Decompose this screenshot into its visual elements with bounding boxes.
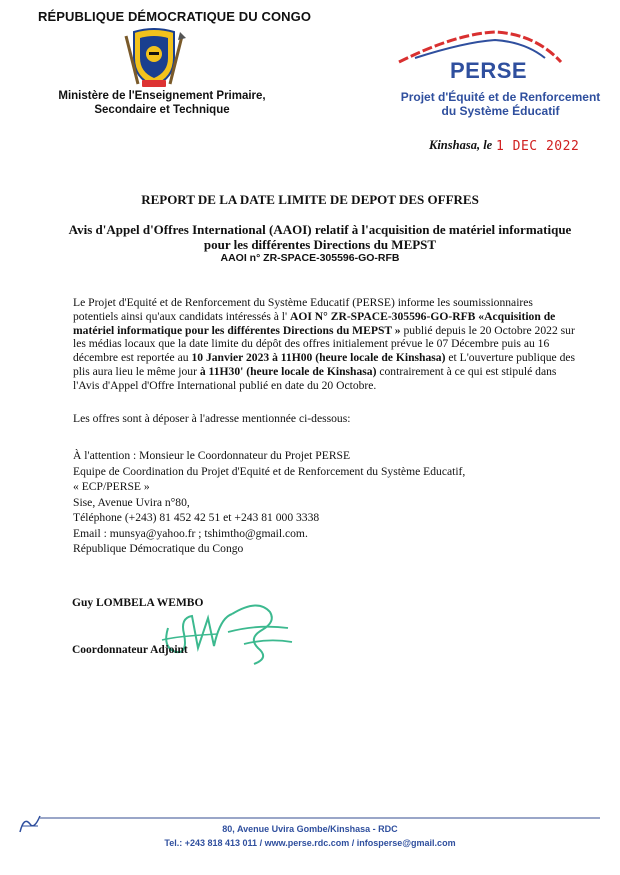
signer-name: Guy LOMBELA WEMBO: [72, 597, 204, 609]
address-line: Email : munsya@yahoo.fr ; tshimtho@gmail.com.: [73, 526, 308, 540]
footer-divider: [40, 817, 600, 819]
address-line: À l'attention : Monsieur le Coordonnateur du Projet PERSE: [73, 449, 351, 462]
para-text-4: contrairement à ce qui est stipulé dans l'Avis d'Appel d'Offre International publié en date du 20 Octobre.: [73, 364, 557, 392]
para-text-2: publié depuis le 20 Octobre 2022 sur les médias locaux que la date limite du dépôt des offres initialement prévue le 07 Décembre puis au 16 décembre est reportée au: [73, 323, 575, 365]
address-line: République Démocratique du Congo: [73, 542, 244, 555]
footer-address: 80, Avenue Uvira Gombe/Kinshasa - RDC: [222, 824, 398, 834]
page-title: REPORT DE LA DATE LIMITE DE DEPOT DES OFFRES: [141, 192, 479, 207]
address-line: Equipe de Coordination du Projet d'Equité et de Renforcement du Système Educatif,: [73, 464, 466, 478]
para-opening-time: à 11H30' (heure locale de Kinshasa): [199, 364, 377, 378]
para-text-3: et L'ouverture publique des plis aura lieu le même jour: [73, 351, 576, 378]
footer-contact: Tel.: +243 818 413 011 / www.perse.rdc.com / infosperse@gmail.com: [164, 838, 456, 848]
ministry-line-1: Ministère de l'Enseignement Primaire,: [58, 90, 266, 102]
address-line: Sise, Avenue Uvira n°80,: [73, 495, 190, 509]
para-new-deadline: 10 Janvier 2023 à 11H00 (heure locale de Kinshasa): [191, 351, 446, 365]
subtitle-line-1: Avis d'Appel d'Offres International (AAOI) relatif à l'acquisition de matériel informatique: [68, 222, 572, 237]
address-line: Téléphone (+243) 81 452 42 51 et +243 81 000 3338: [73, 511, 320, 524]
handwritten-signature-icon: [158, 588, 298, 670]
subtitle-line-2: pour les différentes Directions du MEPST: [203, 237, 437, 252]
coat-of-arms-icon: [118, 28, 190, 90]
perse-logo-text: PERSE: [450, 58, 528, 83]
deposit-notice: Les offres sont à déposer à l'adresse mentionnée ci-dessous:: [73, 412, 351, 425]
country-name: RÉPUBLIQUE DÉMOCRATIQUE DU CONGO: [38, 9, 312, 24]
address-line: « ECP/PERSE »: [73, 480, 150, 493]
date-place: Kinshasa, le: [429, 138, 493, 152]
date-stamp: 1 DEC 2022: [496, 139, 580, 154]
project-name: [388, 90, 613, 118]
project-line-2: du Système Éducatif: [441, 104, 560, 118]
para-aoi-bold: AOI N° ZR-SPACE-305596-GO-RFB «Acquisition de matériel informatique pour les différentes Directions du MEPST »: [73, 309, 556, 337]
para-text-1: Le Projet d'Equité et de Renforcement du Système Educatif (PERSE) informe les soumissionnaires potentiels ainsi qu'aux candidats intéressés à l': [73, 296, 533, 323]
main-paragraph: [73, 296, 578, 393]
ministry-name: [58, 89, 266, 117]
project-line-1: Projet d'Équité et de Renforcement: [400, 90, 601, 104]
address-block: [73, 448, 465, 557]
ministry-line-2: Secondaire et Technique: [94, 104, 230, 116]
signer-role: Coordonnateur Adjoint: [72, 644, 188, 656]
aoi-reference: AAOI n° ZR-SPACE-305596-GO-RFB: [220, 252, 400, 264]
subtitle: [60, 222, 580, 252]
